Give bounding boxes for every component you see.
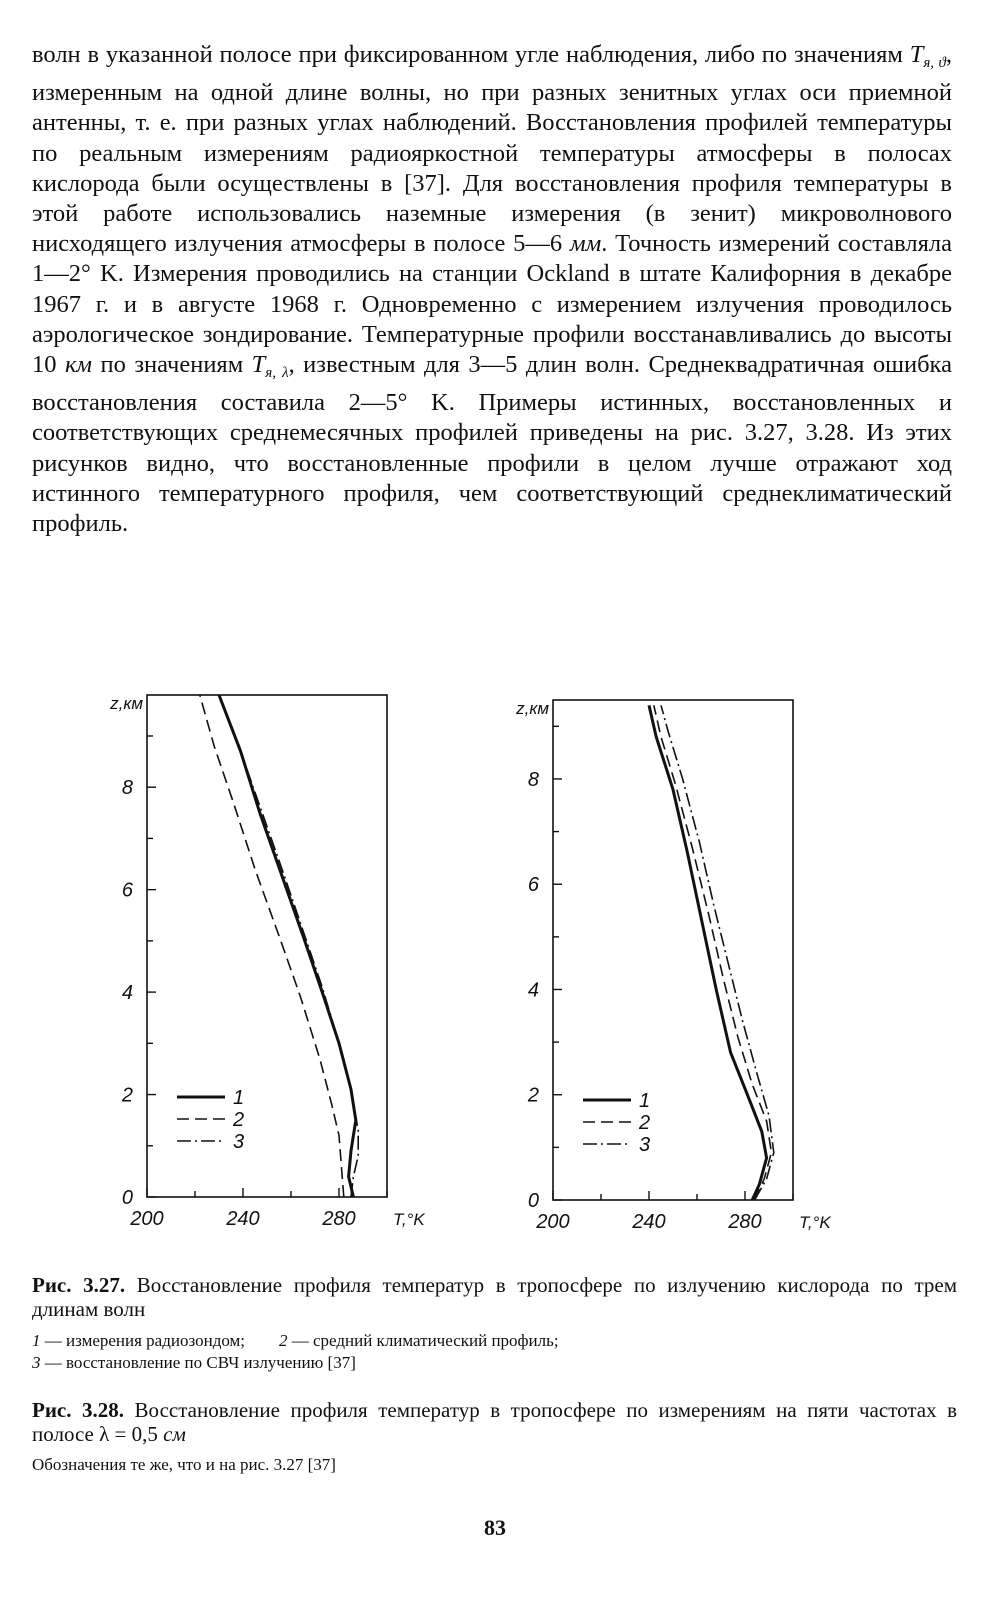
legend-label-3: 3 — [639, 1134, 651, 1156]
unit: мм — [569, 230, 602, 258]
caption-note-fig-3-28: Обозначения те же, что и на рис. 3.27 [37] — [32, 1455, 336, 1474]
note-text: — восстановление по СВЧ излучению [37] — [40, 1353, 356, 1372]
plot-frame — [147, 695, 387, 1197]
x-axis-label: T,°K — [393, 1210, 425, 1229]
x-tick-label: 200 — [536, 1211, 570, 1233]
body-text-part: волн в указанной полосе при фиксированном угле наблюдения, либо по значениям — [32, 41, 910, 68]
caption-number: Рис. 3.27. — [32, 1273, 126, 1297]
y-tick-label: 8 — [121, 777, 133, 800]
legend-label-2: 2 — [639, 1112, 651, 1134]
unit: км — [64, 351, 93, 379]
caption-text: Восстановление профиля температур в тропосфере по измерениям на пяти частотах в полосе λ = 0,5 — [32, 1398, 958, 1446]
note-symbol: 2 — [279, 1331, 288, 1350]
symbol-subscript: я, ϑ — [923, 55, 946, 71]
y-axis-label: z,км — [110, 694, 143, 713]
series-line-2 — [200, 695, 344, 1197]
y-tick-label: 2 — [121, 1084, 133, 1107]
x-tick-label: 280 — [728, 1211, 762, 1233]
figure-3-27 — [100, 685, 425, 1245]
y-tick-label: 0 — [527, 1190, 539, 1212]
caption-text: Восстановление профиля температур в тропосфере по излучению кислорода по трем длинам волн — [32, 1273, 957, 1321]
y-tick-label: 2 — [527, 1084, 539, 1107]
caption-fig-3-28 — [32, 1398, 957, 1446]
symbol-T: T — [909, 41, 924, 68]
symbol-subscript: я, λ — [265, 365, 289, 382]
legend-label-1: 1 — [639, 1090, 651, 1112]
y-tick-label: 8 — [527, 768, 539, 791]
legend-label-3: 3 — [233, 1131, 245, 1153]
caption-notes-fig-3-27 — [32, 1330, 957, 1374]
series-line-2 — [654, 705, 772, 1200]
symbol-T: T — [251, 351, 266, 379]
y-tick-label: 4 — [121, 982, 133, 1005]
note-symbol: 1 — [32, 1331, 41, 1350]
series-line-1 — [649, 705, 767, 1200]
x-axis-label: T,°K — [799, 1213, 831, 1232]
x-tick-label: 200 — [130, 1208, 164, 1230]
y-tick-label: 6 — [121, 879, 133, 902]
legend-label-2: 2 — [233, 1109, 245, 1131]
body-text-part: , известным для 3—5 длин волн. Среднеквадратичная ошибка восстановления составила 2—5° K. Примеры истинных, восстановленных и соответствующих среднемесячных профилей приведены на рис. 3.27, 3.28. Из этих рисунков видно, что восстановленные профили в целом лучше отражают ход истинного температурного профиля, чем соответствующий среднеклиматический профиль. — [32, 351, 952, 538]
figure-3-28 — [505, 700, 850, 1245]
caption-number: Рис. 3.28. — [32, 1398, 125, 1422]
chart-fig-3-27 — [100, 685, 425, 1245]
body-text — [32, 40, 952, 539]
caption-fig-3-27 — [32, 1273, 957, 1321]
note-symbol: 3 — [32, 1353, 41, 1372]
body-text-part: , измеренным на одной длине волны, но при разных зенитных углах оси приемной антенны, т. е. при разных углах наблюдений. Восстановления профилей температуры по реальным измерениям радиояркостной температуры атмосферы в полосах кислорода были осуществлены в [37]. Для восстановления профиля температуры в этой работе использовались наземные измерения (в зенит) микроволнового нисходящего излучения атмосферы в полосе 5—6 — [32, 41, 952, 258]
page-number: 83 — [484, 1515, 506, 1540]
body-text-part: . Точность измерений составляла 1—2° K. Измерения проводились на станции Ockland в штате Калифорния в декабре 1967 г. и в августе 1968 г. Одновременно с измерением излучения проводилось аэрологическое зондирование. Температурные профили восстанавливались до высоты 10 — [32, 230, 952, 379]
legend-label-1: 1 — [233, 1087, 245, 1109]
x-tick-label: 280 — [322, 1208, 356, 1230]
x-tick-label: 240 — [632, 1211, 666, 1233]
chart-fig-3-28 — [505, 700, 850, 1245]
body-text-part: по значениям — [92, 351, 252, 379]
y-axis-label: z,км — [516, 699, 549, 718]
y-tick-label: 4 — [527, 979, 539, 1002]
x-tick-label: 240 — [226, 1208, 260, 1230]
note-text: — измерения радиозондом; — [40, 1331, 245, 1350]
note-text: — средний климатический профиль; — [287, 1331, 559, 1350]
unit: см — [163, 1422, 186, 1446]
y-tick-label: 0 — [121, 1187, 133, 1209]
y-tick-label: 6 — [527, 874, 539, 897]
